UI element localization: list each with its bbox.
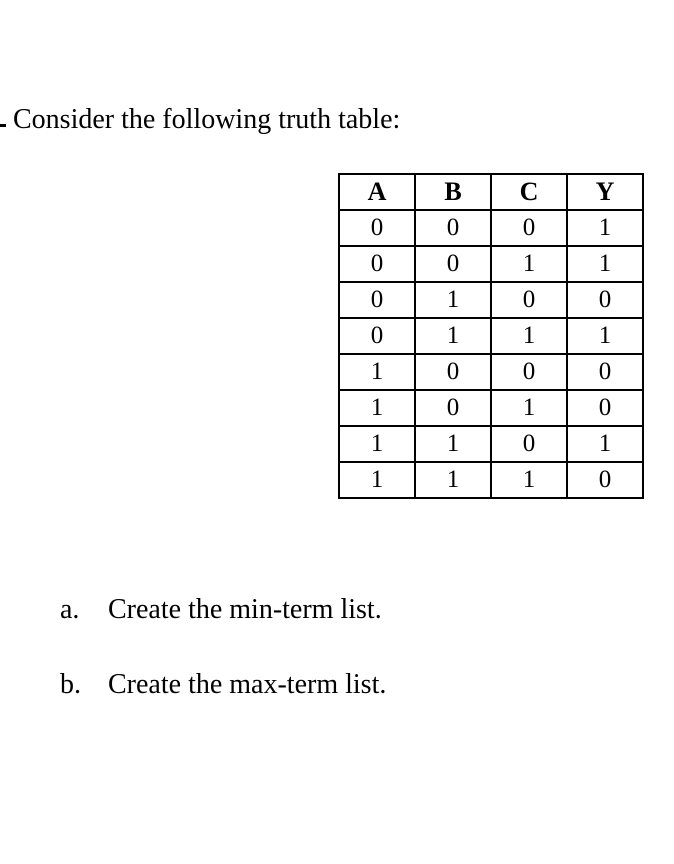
cell-a: 1 — [339, 462, 415, 498]
cell-c: 0 — [491, 426, 567, 462]
cell-a: 0 — [339, 282, 415, 318]
subquestion-text: Create the max-term list. — [108, 669, 387, 700]
cell-c: 1 — [491, 318, 567, 354]
table-row — [339, 318, 643, 354]
cell-c: 0 — [491, 282, 567, 318]
subquestion-a — [60, 590, 382, 630]
subquestion-letter: a. — [60, 594, 80, 625]
cell-a: 1 — [339, 354, 415, 390]
cell-y: 1 — [567, 426, 643, 462]
cell-y: 0 — [567, 282, 643, 318]
subquestion-text: Create the min-term list. — [108, 594, 382, 625]
cell-a: 1 — [339, 390, 415, 426]
header-y: Y — [567, 174, 643, 210]
header-c: C — [491, 174, 567, 210]
cell-c: 0 — [491, 354, 567, 390]
cell-b: 0 — [415, 246, 491, 282]
cell-b: 1 — [415, 318, 491, 354]
cell-b: 1 — [415, 282, 491, 318]
header-b: B — [415, 174, 491, 210]
subquestion-b — [60, 665, 386, 705]
table-row — [339, 210, 643, 246]
table-row — [339, 246, 643, 282]
cell-b: 0 — [415, 354, 491, 390]
cell-b: 0 — [415, 390, 491, 426]
cell-a: 0 — [339, 246, 415, 282]
table-row — [339, 462, 643, 498]
cell-y: 1 — [567, 210, 643, 246]
truth-table — [338, 173, 644, 499]
header-a: A — [339, 174, 415, 210]
cell-y: 0 — [567, 462, 643, 498]
cell-y: 0 — [567, 390, 643, 426]
cell-y: 1 — [567, 318, 643, 354]
cell-a: 0 — [339, 210, 415, 246]
table-row — [339, 282, 643, 318]
cell-a: 0 — [339, 318, 415, 354]
cell-b: 0 — [415, 210, 491, 246]
cell-a: 1 — [339, 426, 415, 462]
cell-c: 1 — [491, 246, 567, 282]
truth-table-header-row — [339, 174, 643, 210]
subquestion-letter: b. — [60, 669, 81, 700]
table-row — [339, 426, 643, 462]
table-row — [339, 390, 643, 426]
question-text: Consider the following truth table: — [13, 104, 401, 135]
cell-c: 1 — [491, 462, 567, 498]
cell-b: 1 — [415, 426, 491, 462]
cell-y: 0 — [567, 354, 643, 390]
cell-y: 1 — [567, 246, 643, 282]
table-row — [339, 354, 643, 390]
question-number-fragment — [0, 124, 6, 127]
cell-c: 1 — [491, 390, 567, 426]
cell-b: 1 — [415, 462, 491, 498]
cell-c: 0 — [491, 210, 567, 246]
